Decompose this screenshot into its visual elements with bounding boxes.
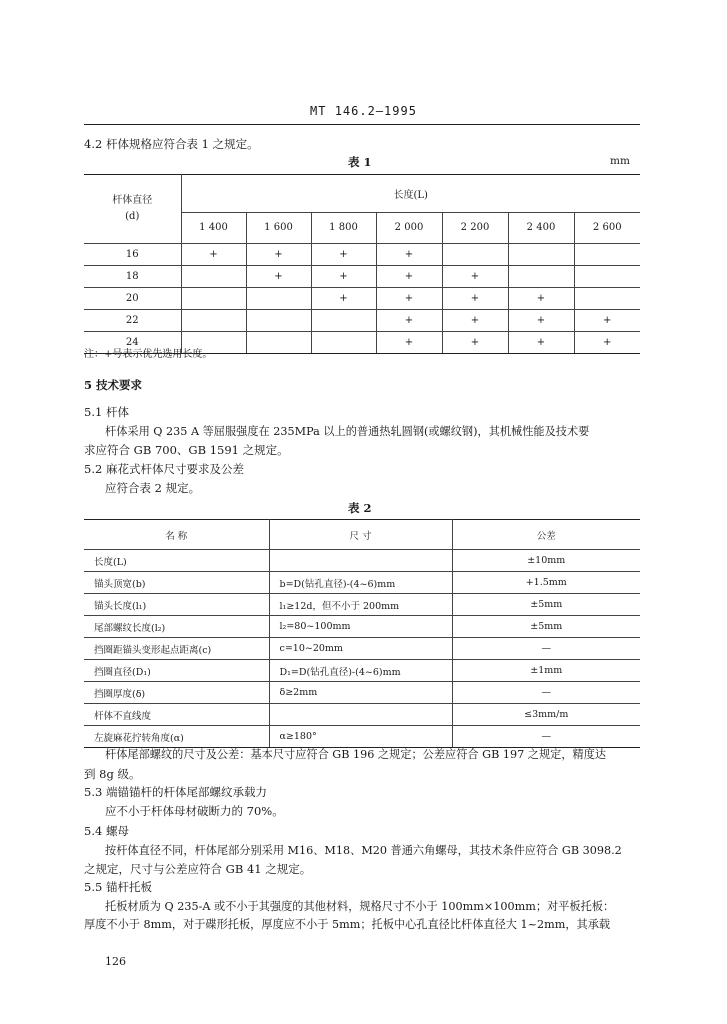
table1-length-header: 长度(L) — [181, 175, 640, 213]
page-number: 126 — [105, 955, 126, 968]
thread-para-line2: 到 8g 级。 — [84, 767, 141, 781]
length-col: 2 400 — [508, 212, 574, 243]
mark-cell: + — [311, 266, 376, 288]
size-cell — [269, 550, 452, 572]
name-cell: 挡圈厚度(δ) — [84, 682, 269, 704]
table2-header-size: 尺 寸 — [269, 520, 452, 550]
name-cell: 杆体不直线度 — [84, 704, 269, 726]
diameter-label: 杆体直径 — [112, 195, 153, 206]
mark-cell: + — [508, 332, 574, 354]
length-col: 1 600 — [246, 212, 311, 243]
thread-para-line1: 杆体尾部螺纹的尺寸及公差：基本尺寸应符合 GB 196 之规定；公差应符合 GB 197 之规定，精度达 — [105, 748, 607, 761]
table-row — [84, 572, 640, 594]
mark-cell: + — [376, 266, 442, 288]
header-rule — [84, 124, 640, 125]
table2-header-tolerance: 公差 — [452, 520, 640, 550]
section-5-1-line2: 求应符合 GB 700、GB 1591 之规定。 — [84, 443, 289, 457]
mark-cell — [181, 288, 246, 310]
section-5-4-title: 5.4 螺母 — [84, 824, 129, 838]
section-5-2-line1: 应符合表 2 规定。 — [105, 481, 201, 495]
mark-cell — [246, 310, 311, 332]
size-cell: c=10~20mm — [269, 638, 452, 660]
diameter-cell: 20 — [84, 288, 181, 310]
section-5-4-line2: 之规定，尺寸与公差应符合 GB 41 之规定。 — [84, 862, 312, 876]
section-5-1-title: 5.1 杆体 — [84, 405, 129, 419]
tolerance-cell: — — [452, 638, 640, 660]
name-cell: 锚头长度(l₁) — [84, 594, 269, 616]
mark-cell: + — [442, 310, 508, 332]
table1-note: 注：+号表示优先选用长度。 — [84, 349, 213, 360]
section-4-2: 4.2 杆体规格应符合表 1 之规定。 — [84, 137, 259, 151]
length-col: 1 400 — [181, 212, 246, 243]
size-cell: l₂=80~100mm — [269, 616, 452, 638]
section-5-title: 5 技术要求 — [84, 378, 143, 392]
mark-cell — [181, 266, 246, 288]
mark-cell — [442, 244, 508, 266]
size-cell: α≥180° — [269, 726, 452, 748]
mark-cell: + — [508, 310, 574, 332]
diameter-cell: 18 — [84, 266, 181, 288]
table-row — [84, 244, 640, 266]
section-5-3-title: 5.3 端锚锚杆的杆体尾部螺纹承载力 — [84, 785, 267, 799]
mark-cell — [574, 288, 640, 310]
table-row — [84, 638, 640, 660]
table2-header-name: 名 称 — [84, 520, 269, 550]
table-row — [84, 288, 640, 310]
length-col: 1 800 — [311, 212, 376, 243]
table1-caption: 表 1 — [348, 155, 372, 169]
mark-cell: + — [508, 288, 574, 310]
table-row — [84, 310, 640, 332]
mark-cell — [574, 266, 640, 288]
section-5-3-line1: 应不小于杆体母材破断力的 70%。 — [105, 804, 284, 818]
size-cell: D₁=D(钻孔直径)-(4~6)mm — [269, 660, 452, 682]
mark-cell: + — [246, 244, 311, 266]
table-2 — [84, 519, 640, 748]
size-cell: l₁≥12d，但不小于 200mm — [269, 594, 452, 616]
size-cell: δ≥2mm — [269, 682, 452, 704]
mark-cell: + — [442, 288, 508, 310]
section-5-2-title: 5.2 麻花式杆体尺寸要求及公差 — [84, 462, 244, 476]
mark-cell — [181, 310, 246, 332]
mark-cell: + — [376, 244, 442, 266]
length-col: 2 600 — [574, 212, 640, 243]
length-col: 2 200 — [442, 212, 508, 243]
tolerance-cell: ±1mm — [452, 660, 640, 682]
mark-cell — [311, 332, 376, 354]
mark-cell: + — [311, 244, 376, 266]
mark-cell: + — [376, 288, 442, 310]
mark-cell: + — [574, 310, 640, 332]
mark-cell: + — [376, 332, 442, 354]
tolerance-cell: — — [452, 682, 640, 704]
mark-cell: + — [376, 310, 442, 332]
tolerance-cell: ±5mm — [452, 616, 640, 638]
mark-cell — [574, 244, 640, 266]
name-cell: 锚头顶宽(b) — [84, 572, 269, 594]
name-cell: 尾部螺纹长度(l₂) — [84, 616, 269, 638]
table-row — [84, 726, 640, 748]
diameter-cell: 16 — [84, 244, 181, 266]
name-cell: 左旋麻花拧转角度(α) — [84, 726, 269, 748]
name-cell: 挡圈直径(D₁) — [84, 660, 269, 682]
diameter-symbol: (d) — [125, 211, 140, 222]
section-5-5-line1: 托板材质为 Q 235-A 或不小于其强度的其他材料，规格尺寸不小于 100mm×100mm；对平板托板： — [105, 900, 615, 913]
table-row — [84, 660, 640, 682]
table-row — [84, 550, 640, 572]
table2-caption: 表 2 — [348, 501, 372, 515]
section-5-5-title: 5.5 锚杆托板 — [84, 880, 152, 894]
mark-cell: + — [311, 288, 376, 310]
table-row — [84, 682, 640, 704]
mark-cell — [508, 244, 574, 266]
diameter-cell: 22 — [84, 310, 181, 332]
mark-cell: + — [246, 266, 311, 288]
tolerance-cell: ±5mm — [452, 594, 640, 616]
section-5-5-line2: 厚度不小于 8mm，对于碟形托板，厚度应不小于 5mm；托板中心孔直径比杆体直径大 1~2mm，其承载 — [84, 918, 611, 931]
size-cell — [269, 704, 452, 726]
tolerance-cell: — — [452, 726, 640, 748]
table1-diameter-header — [84, 175, 181, 244]
mark-cell — [246, 332, 311, 354]
name-cell: 挡圈距锚头变形起点距离(c) — [84, 638, 269, 660]
table-1 — [84, 174, 640, 354]
table-row — [84, 266, 640, 288]
tolerance-cell: ±10mm — [452, 550, 640, 572]
document-code: MT 146.2—1995 — [310, 104, 417, 118]
table-row — [84, 594, 640, 616]
name-cell: 长度(L) — [84, 550, 269, 572]
length-col: 2 000 — [376, 212, 442, 243]
mark-cell — [311, 310, 376, 332]
mark-cell: + — [574, 332, 640, 354]
mark-cell: + — [181, 244, 246, 266]
mark-cell: + — [442, 332, 508, 354]
section-5-4-line1: 按杆体直径不同，杆体尾部分别采用 M16、M18、M20 普通六角螺母，其技术条件应符合 GB 3098.2 — [105, 844, 622, 857]
mark-cell: + — [442, 266, 508, 288]
section-5-1-line1: 杆体采用 Q 235 A 等屈服强度在 235MPa 以上的普通热轧圆钢(或螺纹钢)，其机械性能及技术要 — [105, 425, 590, 438]
mark-cell — [508, 266, 574, 288]
tolerance-cell: ≤3mm/m — [452, 704, 640, 726]
table1-unit: mm — [610, 155, 630, 167]
size-cell: b=D(钻孔直径)-(4~6)mm — [269, 572, 452, 594]
table-row — [84, 616, 640, 638]
table-row — [84, 704, 640, 726]
diameter-cell: 24 — [84, 332, 181, 354]
mark-cell — [246, 288, 311, 310]
tolerance-cell: +1.5mm — [452, 572, 640, 594]
